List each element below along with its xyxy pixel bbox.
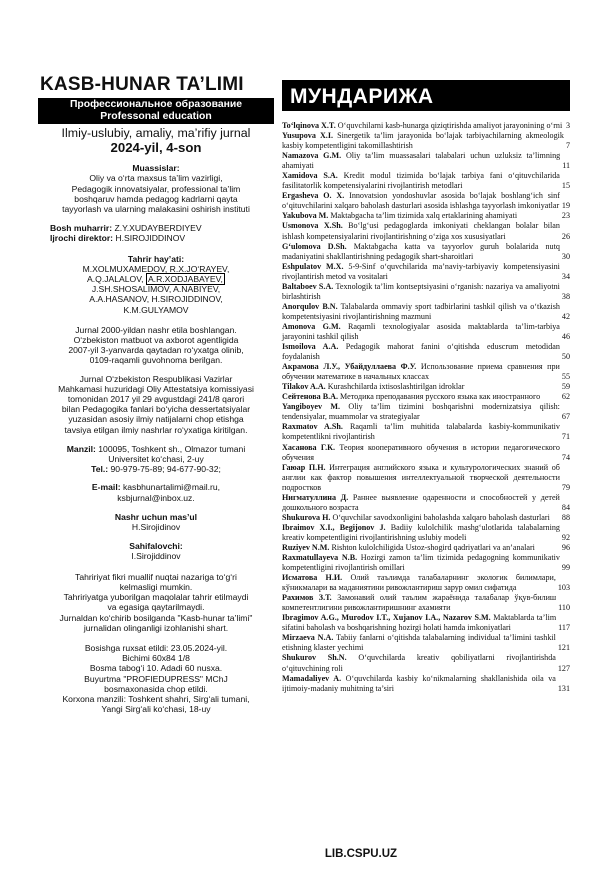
banner-russian: Профессиональное образование — [69, 99, 243, 110]
toc-entry[interactable] — [282, 402, 570, 422]
toc-entry-title: Раннее выявление одаренности и способностей у детей дошкольного возраста — [282, 492, 560, 512]
toc-entry-title: Raqamli texnologiyalar asosida maktablarda ta’lim-tarbiya jarayonini tashkil qilish — [282, 321, 560, 341]
founders-line: tayyorlash va ularning malakasini oshirish instituti — [62, 204, 250, 214]
email-label: E-mail: — [91, 482, 121, 493]
toc-entry[interactable] — [282, 282, 570, 302]
toc-entry[interactable] — [282, 262, 570, 282]
toc-entry-author: Raxmatullayeva N.B. — [282, 553, 358, 563]
toc-entry[interactable] — [282, 613, 570, 633]
contents-list — [282, 121, 570, 694]
toc-entry-text — [282, 342, 560, 362]
toc-entry-page: 92 — [561, 532, 570, 542]
toc-entry-author: Рахимов З.Т. — [282, 593, 332, 603]
toc-entry-author: Ismoilova A.A. — [282, 342, 339, 352]
toc-entry-text — [282, 322, 560, 342]
responsible-heading: Nashr uchun mas’ul — [114, 511, 198, 522]
toc-entry-author: Хасанова Г.К. — [282, 442, 336, 452]
toc-entry[interactable] — [282, 593, 570, 613]
toc-entry-page: 34 — [561, 271, 570, 281]
title-banner — [38, 98, 274, 124]
toc-entry-author: Baltaboev S.A. — [282, 281, 334, 291]
toc-entry-title: Oliy ta’lim tizimini boshqarishni modernizatsiya qilish: tendensiyalar, muammolar va strategiyalar — [282, 402, 560, 422]
toc-entry-text — [282, 493, 560, 513]
toc-entry-page: 3 — [565, 121, 570, 130]
toc-entry-text — [282, 382, 560, 392]
toc-entry[interactable] — [282, 422, 570, 442]
toc-entry-title: Замонавий олий таълим жараёнида талабалар ўқув-билиш компетентлигини ривожлантиришнинг ахамияти — [282, 593, 557, 613]
toc-entry-page: 96 — [561, 542, 570, 552]
toc-entry-text — [282, 151, 560, 171]
email-address[interactable]: kasbhunartalimi@mail.ru, — [122, 482, 221, 493]
address-label: Manzil: — [66, 443, 96, 454]
toc-entry-text — [282, 362, 560, 382]
toc-entry-page: 42 — [561, 311, 570, 321]
toc-entry[interactable] — [282, 302, 570, 322]
toc-entry-page: 117 — [558, 623, 570, 633]
toc-entry-text — [282, 221, 560, 241]
print-imprint — [38, 643, 274, 714]
toc-entry[interactable] — [282, 322, 570, 342]
toc-entry-page: 55 — [561, 372, 570, 382]
toc-entry[interactable] — [282, 513, 570, 523]
toc-entry[interactable] — [282, 543, 570, 553]
toc-entry[interactable] — [282, 362, 570, 382]
toc-entry-page: 7 — [565, 141, 570, 151]
text-line: kelmasligi mumkin. — [119, 581, 193, 592]
toc-entry-title: O‘quvchilar savodxonligini baholashda xalqaro baholash dasturlari — [332, 512, 550, 522]
toc-entry-author: Shukurov Sh.N. — [282, 653, 347, 663]
text-line: tavsiya etilgan ilmiy nashrlar ro‘yxatiga kiritilgan. — [64, 424, 248, 435]
toc-entry-title: Maktabgacha ta’lim tizimida xalq ertaklarining ahamiyati — [330, 211, 518, 221]
toc-entry-text — [282, 121, 564, 131]
toc-entry-page: 11 — [562, 161, 570, 171]
text-line: Bosma tabog‘i 10. Adadi 60 nusxa. — [89, 663, 223, 674]
board-members — [38, 264, 274, 315]
toc-entry-page: 62 — [561, 392, 570, 402]
toc-entry-title: Raqamli ta’lim muhitida talabalarda kasbiy-kommunikativ kompetentlikni rivojlantirish — [282, 422, 560, 442]
toc-entry-text — [282, 593, 556, 613]
toc-entry[interactable] — [282, 171, 570, 191]
attestation-paragraph — [38, 374, 274, 435]
toc-entry-title: Интеграция английского языка и культурологических знаний об англии как фактор повышения интеллектуальной творческой деятельности подростков — [282, 462, 560, 492]
toc-entry-text — [282, 543, 560, 553]
imprint-column — [38, 74, 274, 714]
text-line: 2007-yil 3-yanvarda qaytadan ro‘yxatga olinib, — [68, 345, 244, 356]
magazine-title: KASB-HUNAR TA’LIMI — [40, 74, 244, 95]
toc-entry-page: 23 — [561, 211, 570, 221]
toc-entry-text — [282, 674, 556, 694]
toc-entry-title: Kredit modul tizimida bo‘lajak tarbiya fani o‘qituvchilarida fasilitatorlik kompetensiyalarini rivojlantirish metodlari — [282, 171, 560, 191]
toc-entry[interactable] — [282, 463, 570, 493]
phone-number: 90-979-75-89; 94-677-90-32; — [110, 464, 221, 475]
founders-text — [38, 173, 274, 214]
responsible-name: H.Sirojidinov — [131, 522, 181, 533]
toc-entry-page: 26 — [561, 231, 570, 241]
board-line: A.A.HASANOV, H.SIROJIDDINOV, — [89, 294, 223, 305]
toc-entry-page: 103 — [557, 583, 570, 593]
issue-number: 2024-yil, 4-son — [110, 140, 202, 156]
toc-entry-page: 131 — [557, 683, 570, 693]
toc-entry-author: Raxmatov A.Sh. — [282, 422, 343, 432]
text-line: jurnalidan olinganligi izohlanishi shart. — [83, 622, 229, 633]
toc-entry-text — [282, 392, 560, 402]
toc-entry-text — [282, 131, 564, 151]
address-line: 100095, Toshkent sh., Olmazor tumani — [98, 443, 246, 454]
toc-entry-page: 74 — [561, 452, 570, 462]
toc-entry-page: 19 — [561, 201, 570, 211]
journal-subtitle: Ilmiy-uslubiy, amaliy, ma’rifiy jurnal — [61, 126, 251, 141]
toc-entry-title: 5-9-Sinf o‘quvchilarida ma’naviy-tarbiyaviy kompetensiyasini rivojlantirish metod va vositalari — [282, 261, 560, 281]
toc-entry-page: 50 — [561, 352, 570, 362]
address-line: Universitet ko‘chasi, 2-uy — [108, 454, 204, 465]
toc-entry-page: 15 — [561, 181, 570, 191]
toc-entry[interactable] — [282, 211, 570, 221]
toc-entry-title: Олий таълимда талабаларнинг экологик билимлари, кўникмалари ва маданиятини ривожлантириш зарур омил сифатида — [282, 573, 556, 593]
toc-entry[interactable] — [282, 523, 570, 543]
toc-entry-text — [282, 633, 556, 653]
toc-entry[interactable] — [282, 221, 570, 241]
toc-entry-author: Namazova G.M. — [282, 151, 342, 161]
toc-entry-text — [282, 573, 556, 593]
toc-entry[interactable] — [282, 633, 570, 653]
toc-entry-page: 38 — [561, 291, 570, 301]
toc-entry-text — [282, 613, 556, 633]
editorial-notes — [38, 572, 274, 633]
toc-entry-title: Теория кооперативного обучения в истории педагогического обучения — [282, 442, 560, 462]
toc-entry-author: Xamidova S.A. — [282, 171, 338, 181]
board-heading: Tahrir hay’ati: — [127, 253, 185, 264]
toc-entry-text — [282, 653, 556, 673]
toc-entry-text — [282, 191, 560, 211]
toc-entry-author: Нигматуллина Д. — [282, 492, 349, 502]
text-line: va egasiga qaytarilmaydi. — [107, 602, 205, 613]
toc-entry-page: 30 — [561, 251, 570, 261]
email-block — [38, 482, 274, 502]
toc-entry[interactable] — [282, 674, 570, 694]
toc-entry-text — [282, 282, 560, 302]
toc-entry-page: 67 — [561, 412, 570, 422]
board-member: A.Q.JALALOV, — [87, 274, 144, 285]
toc-entry[interactable] — [282, 443, 570, 463]
page-footer — [0, 844, 590, 862]
toc-entry-page: 99 — [561, 563, 570, 573]
chief-editor — [38, 223, 274, 233]
toc-entry[interactable] — [282, 493, 570, 513]
text-line: Jurnal O‘zbekiston Respublikasi Vazirlar — [79, 373, 233, 384]
text-line: Jurnaldan ko‘chirib bosilganda "Kasb-hunar ta’limi" — [59, 612, 253, 623]
text-line: bilan Pedagogika fanlari bo‘yicha dessertatsiyalar — [61, 404, 251, 415]
toc-entry-title: Maktabgacha katta va tayyorlov guruh bolalarida nutq madaniyatini shakllantirishning pedagogik shart-sharoitlari — [282, 241, 560, 261]
toc-entry[interactable] — [282, 121, 570, 131]
toc-entry-page: 79 — [561, 482, 570, 492]
designer-heading: Sahifalovchi: — [129, 541, 183, 552]
text-line: bosmaxonasida chop etildi. — [104, 683, 208, 694]
toc-entry[interactable] — [282, 653, 570, 673]
toc-entry[interactable] — [282, 573, 570, 593]
toc-entry[interactable] — [282, 151, 570, 171]
toc-entry-text — [282, 463, 560, 493]
text-line: tomonidan 2017 yil 29 avgustdagi 241/8 qarori — [67, 394, 245, 405]
toc-entry-author: Tilakov A.A. — [282, 382, 326, 392]
toc-entry-author: G‘ulomova D.Sh. — [282, 241, 347, 251]
email-address[interactable]: ksbjurnal@inbox.uz. — [117, 492, 195, 503]
toc-entry-author: Акрамова Л.У., Убайдуллаева Ф.У. — [282, 362, 417, 372]
text-line: Jurnal 2000-yildan nashr etila boshlangan. — [75, 324, 237, 335]
text-line: Yangi Sirg‘ali ko‘chasi, 18-uy — [101, 704, 211, 715]
toc-entry-text — [282, 513, 560, 523]
toc-entry-title: O‘quvchilarda kasbiy ko‘nikmalarning shakllanishida oila va ijtimoiy-madaniy muhitning ta’siri — [282, 673, 556, 693]
toc-entry-text — [282, 422, 560, 442]
toc-entry-author: Ergasheva O. X. — [282, 191, 345, 201]
toc-entry-author: Yusupova X.I. — [282, 131, 333, 141]
board-line — [38, 274, 274, 284]
registration-paragraph — [38, 325, 274, 366]
toc-entry[interactable] — [282, 342, 570, 362]
toc-entry-author: To‘lqinova X.T. — [282, 121, 336, 130]
toc-entry-author: Mamadaliyev A. — [282, 673, 342, 683]
toc-entry-author: Usmonova X.Sh. — [282, 221, 343, 231]
toc-entry[interactable] — [282, 392, 570, 402]
toc-entry-text — [282, 242, 560, 262]
chief-editor-name: Z.Y.XUDAYBERDIYEV — [114, 223, 202, 234]
toc-entry-text — [282, 443, 560, 463]
toc-entry-author: Amonova G.M. — [282, 321, 341, 331]
toc-entry-author: Сейтенова В.А. — [282, 392, 339, 402]
board-line: J.SH.SHOSALIMOV, A.NABIYEV, — [91, 284, 221, 295]
toc-entry-author: Eshpulatov M.X. — [282, 261, 344, 271]
toc-entry[interactable] — [282, 131, 570, 151]
toc-entry-text — [282, 402, 560, 422]
board-member-highlighted: A.R.XODJABAYEV, — [147, 274, 223, 285]
toc-entry-title: Oliy ta’lim muassasalari talabalari uchun uzluksiz ta’limning ahamiyati — [282, 151, 561, 171]
toc-entry-author: Yangiboyev M. — [282, 402, 341, 412]
toc-entry-title: Hozirgi zamon ta’lim tizimida pedagogning kommunikativ kompetentligini rivojlantirish omillari — [282, 553, 560, 573]
toc-entry-title: Tabiiy fanlarni o‘qitishda talabalarning individual ta’limini tashkil etishning klaster yechimi — [282, 633, 556, 653]
address — [38, 444, 274, 475]
contents-column — [282, 80, 570, 694]
text-line: Korxona manzili: Toshkent shahri, Sirg‘ali tumani, — [62, 693, 250, 704]
text-line: O‘zbekiston matbuot va axborot agentligida — [73, 335, 239, 346]
founders-line: Oliy va o‘rta maxsus ta’lim vazirligi, — [89, 173, 223, 184]
toc-entry-title: Talabalarda ommaviy sport tadbirlarini tashkil qilish va o‘tkazish kompetentsiyasini rivojlantirishning mazmuni — [282, 301, 560, 321]
toc-entry-page: 88 — [561, 512, 570, 522]
toc-entry-text — [282, 553, 560, 573]
toc-entry-author: Yakubova M. — [282, 211, 329, 221]
toc-entry[interactable] — [282, 242, 570, 262]
toc-entry-page: 46 — [561, 331, 570, 341]
toc-entry-author: Ruziyev N.M. — [282, 542, 330, 552]
toc-entry-title: Bo‘lg‘usi pedagoglarda imkoniyati cheklangan bolalar bilan ishlash kompetensiyalarini rivojlantirishning o‘ziga xos xususiyatlari — [282, 221, 560, 241]
text-line: Buyurtma "PROFIEDUPRESS" MChJ — [84, 673, 228, 684]
toc-entry[interactable] — [282, 382, 570, 392]
toc-entry-author: Shukurova H. — [282, 512, 331, 522]
founders-heading: Muassislar: — [132, 163, 180, 174]
toc-entry-text — [282, 211, 560, 221]
toc-entry-title: Innovatsion yondoshuvlar asosida bo‘lajak boshlang‘ich sinf o‘qituvchilarini xalqaro baholash dasturlari asosida ishlashga tayyorlash imkoniyatlar — [282, 191, 560, 211]
toc-entry-page: 110 — [558, 603, 570, 613]
contents-heading: МУНДАРИЖА — [282, 80, 570, 111]
toc-entry-title: Badiiy kulolchilik mashg‘ulotlarida talabalarning kreativ kompetentligini rivojlantirishning uslubiy modeli — [282, 522, 560, 542]
toc-entry[interactable] — [282, 191, 570, 211]
toc-entry-title: Maktablarda ta’lim sifatini baholash va boshqarishning hozirgi holati hamda imkoniyatlari — [282, 613, 557, 633]
text-line: Bosishga ruxsat etildi: 23.05.2024-yil. — [84, 642, 228, 653]
toc-entry-author: Исматова Н.И. — [282, 573, 343, 583]
text-line: Tahririyatga yuborilgan maqolalar tahrir etilmaydi — [63, 592, 249, 603]
toc-entry-text — [282, 262, 560, 282]
founders-line: boshqaruv hamda pedagog kadrlarni qayta — [74, 193, 238, 204]
toc-entry-page: 121 — [557, 643, 570, 653]
toc-entry-title: O‘quvchilarni kasb-hunarga qiziqtirishda amaliyot jarayonining o‘rni — [337, 121, 563, 130]
text-line: Bichimi 60x84 1/8 — [122, 653, 190, 664]
executive-director — [38, 233, 274, 243]
toc-entry-page: 59 — [561, 382, 570, 392]
toc-entry-title: Методика преподавания русского языка как иностранного — [340, 392, 541, 402]
toc-entry-author: Ibraimov X.I., Begijonov J. — [282, 522, 386, 532]
toc-entry-page: 127 — [557, 663, 570, 673]
toc-entry-title: Rishton kulolchiligida Ustoz-shogird qadriyatlari va an’analari — [331, 542, 535, 552]
toc-entry-page: 71 — [561, 432, 570, 442]
director-label: Ijrochi direktor: — [50, 233, 114, 244]
toc-entry-author: Гаюар П.Н. — [282, 462, 326, 472]
toc-entry-author: Ibragimov A.G., Murodov I.T., Xujanov I.A., Nazarov S.M. — [282, 613, 491, 623]
toc-entry-title: Pedagogik mahorat fanini o‘qitishda eduscrum metodidan foydalanish — [282, 342, 560, 362]
toc-entry-text — [282, 302, 560, 322]
phone-label: Tel.: — [91, 464, 109, 475]
chief-editor-label: Bosh muharrir: — [50, 223, 113, 234]
toc-entry-text — [282, 171, 560, 191]
toc-entry-author: Mirzaeva N.A. — [282, 633, 334, 643]
text-line: Mahkamasi huzuridagi Oliy Attestatsiya komissiyasi — [58, 383, 254, 394]
toc-entry-title: Texnologik ta’lim kontseptsiyasini o‘rganish: nazariya va amaliyotni birlashtirish — [282, 281, 560, 301]
banner-english: Professonal education — [100, 110, 212, 122]
director-name: H.SIROJIDDINOV — [115, 233, 186, 244]
toc-entry-title: Использование приема сравнения при обучении математике в начальных классах — [282, 362, 560, 382]
board-line: M.XOLMUXAMEDOV, R.X.JO‘RAYEV, — [82, 263, 230, 274]
text-line: Tahririyat fikri muallif nuqtai nazariga to‘g‘ri — [75, 571, 237, 582]
text-line: 0109-raqamli guvohnoma berilgan. — [89, 355, 223, 366]
toc-entry-title: Kurashchilarda ixtisoslashtirilgan idroklar — [327, 382, 465, 392]
toc-entry-author: Anorqulov B.N. — [282, 301, 338, 311]
board-line: K.M.GULYAMOV — [123, 304, 189, 315]
designer-name: I.Sirojiddinov — [131, 551, 181, 562]
toc-entry-title: Sinergetik ta’lim jarayonida bo‘lajak tarbiyachilarning akmeologik kasbiy kompetentligini takomillashtirish — [282, 131, 564, 151]
founders-line: Pedagogik innovatsiyalar, professional ta’lim — [71, 183, 241, 194]
text-line: yuzasidan asosiy ilmiy natijalarni chop etishga — [68, 414, 244, 425]
toc-entry[interactable] — [282, 553, 570, 573]
footer-site[interactable]: LIB.CSPU.UZ — [324, 848, 398, 860]
toc-entry-page: 84 — [561, 502, 570, 512]
toc-entry-title: O‘quvchilarda kreativ qobiliyatlarni rivojlantirishda o‘qituvchining roli — [282, 653, 556, 673]
toc-entry-text — [282, 523, 560, 543]
